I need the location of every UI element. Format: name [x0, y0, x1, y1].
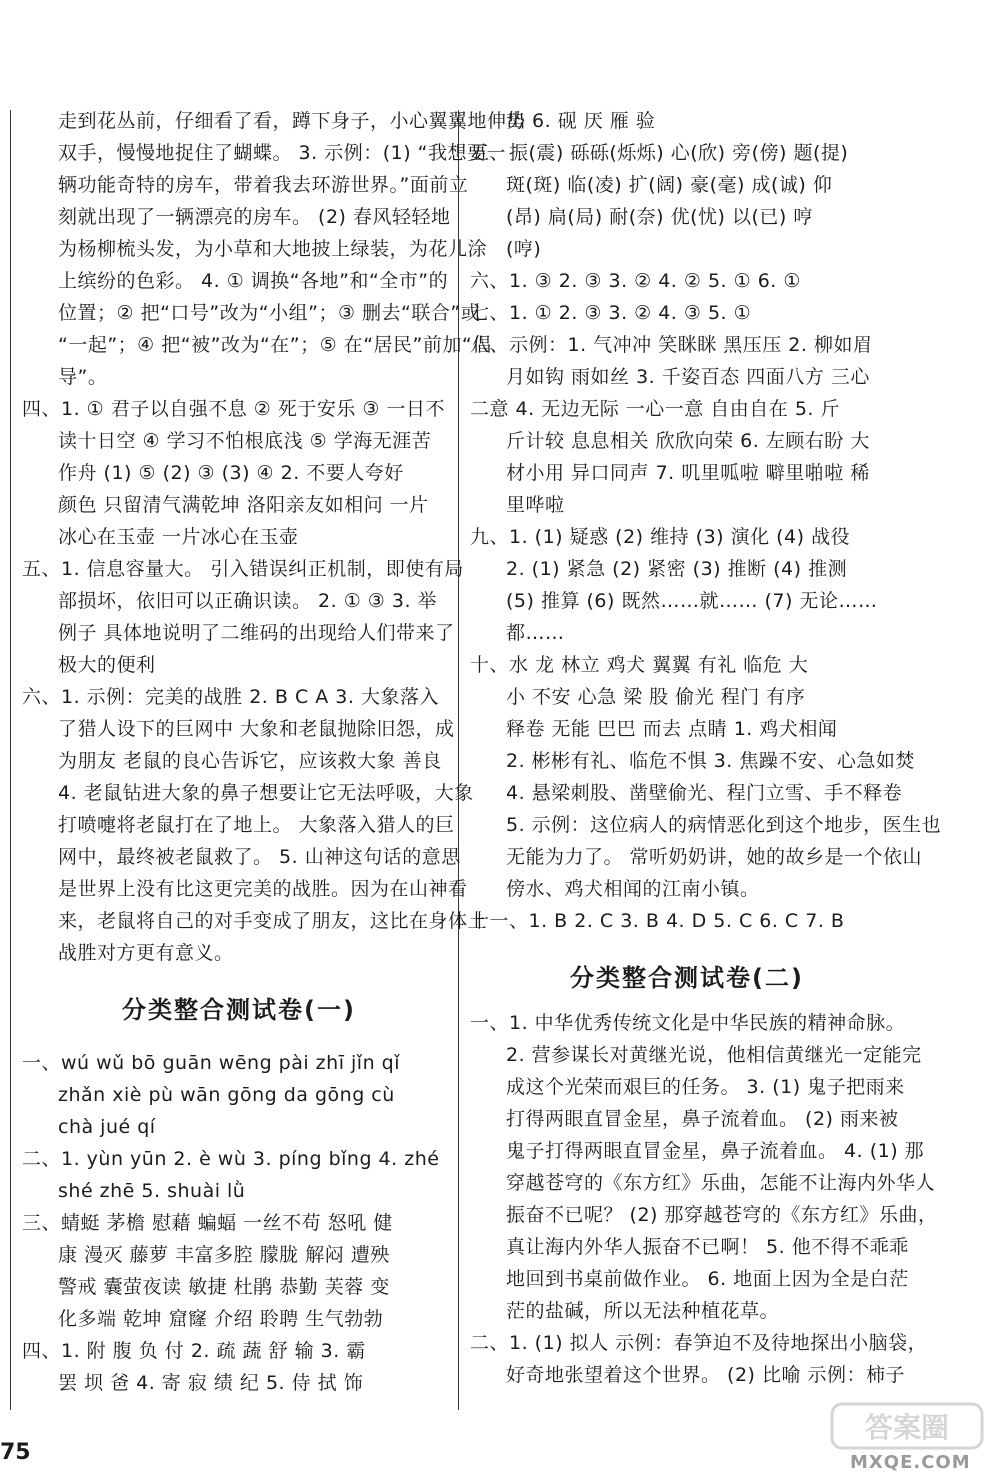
- answer-line: 地回到书桌前做作业。 6. 地面上因为全是白茫: [506, 1268, 909, 1290]
- answer-line: 九、1. (1) 疑惑 (2) 维持 (3) 演化 (4) 战役: [470, 526, 851, 548]
- answer-line: 成这个光荣而艰巨的任务。 3. (1) 鬼子把雨来: [506, 1076, 905, 1098]
- answer-line: 刻就出现了一辆漂亮的房车。 (2) 春风轻轻地: [58, 206, 451, 228]
- answer-line: 都……: [506, 622, 565, 644]
- answer-line: chà jué qí: [58, 1116, 156, 1138]
- answer-line: 六、1. ③ 2. ③ 3. ② 4. ② 5. ① 6. ①: [470, 270, 801, 292]
- answer-line: 十一、1. B 2. C 3. B 4. D 5. C 6. C 7. B: [470, 910, 845, 932]
- answer-line: 穿越苍穹的《东方红》乐曲，怎能不让海内外华人: [506, 1172, 936, 1194]
- answer-line: 作舟 (1) ⑤ (2) ③ (3) ④ 2. 不要人夸好: [58, 462, 404, 484]
- answer-line: (5) 推算 (6) 既然……就…… (7) 无论……: [506, 590, 878, 612]
- answer-line: 走到花丛前，仔细看了看，蹲下身子，小心翼翼地伸出: [58, 110, 527, 132]
- answer-line: 为杨柳梳头发，为小草和大地披上绿装，为花儿涂: [58, 238, 488, 260]
- answer-line: 5. 示例：这位病人的病情恶化到这个地步，医生也: [506, 814, 942, 836]
- answer-line: (哼): [506, 238, 542, 260]
- answer-line: “一起”；④ 把“被”改为“在”；⑤ 在“居民”前加“倡: [58, 334, 492, 356]
- answer-line: 三、蜻蜓 茅檐 慰藉 蝙蝠 一丝不苟 怒吼 健: [22, 1212, 393, 1234]
- answer-line: 无能为力了。 常听奶奶讲，她的故乡是一个依山: [506, 846, 923, 868]
- answer-line: 冰心在玉壶 一片冰心在玉壶: [58, 526, 299, 548]
- answer-line: 化多端 乾坤 窟窿 介绍 聆聘 生气勃勃: [58, 1308, 384, 1330]
- answer-line: zhǎn xiè pù wān gōng da gōng cù: [58, 1084, 395, 1106]
- answer-line: 4. 老鼠钻进大象的鼻子想要让它无法呼吸，大象: [58, 782, 474, 804]
- answer-line: 月如钩 雨如丝 3. 千姿百态 四面八方 三心: [506, 366, 870, 388]
- answer-line: 极大的便利: [58, 654, 156, 676]
- answer-line: 导”。: [58, 366, 108, 388]
- answer-line: 2. 彬彬有礼、临危不惧 3. 焦躁不安、心急如焚: [506, 750, 915, 772]
- answer-line: 斤计较 息息相关 欣欣向荣 6. 左顾右盼 大: [506, 430, 870, 452]
- answer-line: 四、1. ① 君子以自强不息 ② 死于安乐 ③ 一日不: [22, 398, 445, 420]
- answer-line: 打喷嚏将老鼠打在了地上。 大象落入猎人的巨: [58, 814, 455, 836]
- answer-line: 释卷 无能 巴巴 而去 点睛 1. 鸡犬相闻: [506, 718, 838, 740]
- answer-line: 二、1. yùn yūn 2. è wù 3. píng bǐng 4. zhé: [22, 1148, 440, 1170]
- answer-line: 振奋不已呢？ (2) 那穿越苍穹的《东方红》乐曲，: [506, 1204, 938, 1226]
- answer-line: 五、1. 信息容量大。 引入错误纠正机制，即使有局: [22, 558, 464, 580]
- answer-line: 上缤纷的色彩。 4. ① 调换“各地”和“全市”的: [58, 270, 449, 292]
- answer-line: 五、振(震) 砾砾(烁烁) 心(欣) 旁(傍) 题(提): [470, 142, 849, 164]
- answer-line: 部损坏，依旧可以正确识读。 2. ① ③ 3. 举: [58, 590, 438, 612]
- answer-line: 警戒 囊萤夜读 敏捷 杜鹃 恭勤 芙蓉 变: [58, 1276, 390, 1298]
- answer-line: 4. 悬梁刺股、凿壁偷光、程门立雪、手不释卷: [506, 782, 903, 804]
- answer-line: 2. (1) 紧急 (2) 紧密 (3) 推断 (4) 推测: [506, 558, 848, 580]
- answer-line: 二意 4. 无边无际 一心一意 自由自在 5. 斤: [470, 398, 840, 420]
- section-title: 分类整合测试卷(二): [570, 964, 804, 992]
- section-title: 分类整合测试卷(一): [122, 996, 356, 1024]
- answer-line: shé zhē 5. shuài lǜ: [58, 1180, 246, 1202]
- answer-line: 小 不安 心急 梁 股 偷光 程门 有序: [506, 686, 806, 708]
- answer-line: 例子 具体地说明了二维码的出现给人们带来了: [58, 622, 455, 644]
- answer-line: 好奇地张望着这个世界。 (2) 比喻 示例：柿子: [506, 1364, 906, 1386]
- answer-line: 战胜对方更有意义。: [58, 942, 234, 964]
- answer-line: 一、wú wǔ bō guān wēng pài zhī jǐn qǐ: [22, 1052, 400, 1074]
- page-number: 75: [0, 1440, 31, 1465]
- answer-line: 位置；② 把“口号”改为“小组”；③ 删去“联合”或: [58, 302, 481, 324]
- watermark-logo-icon: [830, 1400, 990, 1460]
- answer-line: 打得两眼直冒金星，鼻子流着血。 (2) 雨来被: [506, 1108, 899, 1130]
- answer-line: 双手，慢慢地捉住了蝴蝶。 3. 示例：(1) “我想要一: [58, 142, 507, 164]
- answer-line: 了猎人设下的巨网中 大象和老鼠抛除旧怨，成: [58, 718, 455, 740]
- answer-line: 二、1. (1) 拟人 示例：春笋迫不及待地探出小脑袋，: [470, 1332, 928, 1354]
- answer-line: 来，老鼠将自己的对手变成了朋友，这比在身体上: [58, 910, 488, 932]
- answer-line: 鬼子打得两眼直冒金星，鼻子流着血。 4. (1) 那: [506, 1140, 925, 1162]
- answer-line: 里哗啦: [506, 494, 565, 516]
- answer-line: 读十日空 ④ 学习不怕根底浅 ⑤ 学海无涯苦: [58, 430, 432, 452]
- answer-line: 傍水、鸡犬相闻的江南小镇。: [506, 878, 760, 900]
- answer-line: 网中，最终被老鼠救了。 5. 山神这句话的意思: [58, 846, 461, 868]
- watermark-text: 答案圈: [864, 1411, 950, 1444]
- answer-line: 罢 坝 爸 4. 寄 寂 绩 纪 5. 侍 拭 饰: [58, 1372, 364, 1394]
- answer-line: 斑(斑) 临(凌) 扩(阔) 豪(毫) 成(诚) 仰: [506, 174, 833, 196]
- answer-line: 康 漫灭 藤萝 丰富多腔 朦胧 解闷 遭殃: [58, 1244, 390, 1266]
- answer-line: 颜色 只留清气满乾坤 洛阳亲友如相问 一片: [58, 494, 429, 516]
- answer-line: 一、1. 中华优秀传统文化是中华民族的精神命脉。: [470, 1012, 906, 1034]
- answer-line: 六、1. 示例：完美的战胜 2. B C A 3. 大象落入: [22, 686, 439, 708]
- answer-line: 八、示例：1. 气冲冲 笑眯眯 黑压压 2. 柳如眉: [470, 334, 873, 356]
- left-margin-rule: [10, 110, 11, 1410]
- watermark-url: MXQE.COM: [850, 1452, 971, 1473]
- answer-line: (昂) 扃(局) 耐(奈) 优(忧) 以(已) 哼: [506, 206, 813, 228]
- answer-line: 茫的盐碱，所以无法种植花草。: [506, 1300, 780, 1322]
- answer-line: 2. 营参谋长对黄继光说，他相信黄继光一定能完: [506, 1044, 922, 1066]
- answer-line: 势 6. 砚 厌 雁 验: [506, 110, 656, 132]
- answer-line: 为朋友 老鼠的良心告诉它，应该救大象 善良: [58, 750, 442, 772]
- answer-line: 材小用 异口同声 7. 叽里呱啦 噼里啪啦 稀: [506, 462, 870, 484]
- answer-line: 辆功能奇特的房车，带着我去环游世界。”面前立: [58, 174, 469, 196]
- answer-line: 是世界上没有比这更完美的战胜。因为在山神看: [58, 878, 468, 900]
- answer-line: 四、1. 附 腹 负 付 2. 疏 蔬 舒 输 3. 霸: [22, 1340, 366, 1362]
- answer-line: 十、水 龙 林立 鸡犬 翼翼 有礼 临危 大: [470, 654, 809, 676]
- answer-line: 真让海内外华人振奋不已啊！ 5. 他不得不乖乖: [506, 1236, 909, 1258]
- answer-line: 七、1. ① 2. ③ 3. ② 4. ③ 5. ①: [470, 302, 752, 324]
